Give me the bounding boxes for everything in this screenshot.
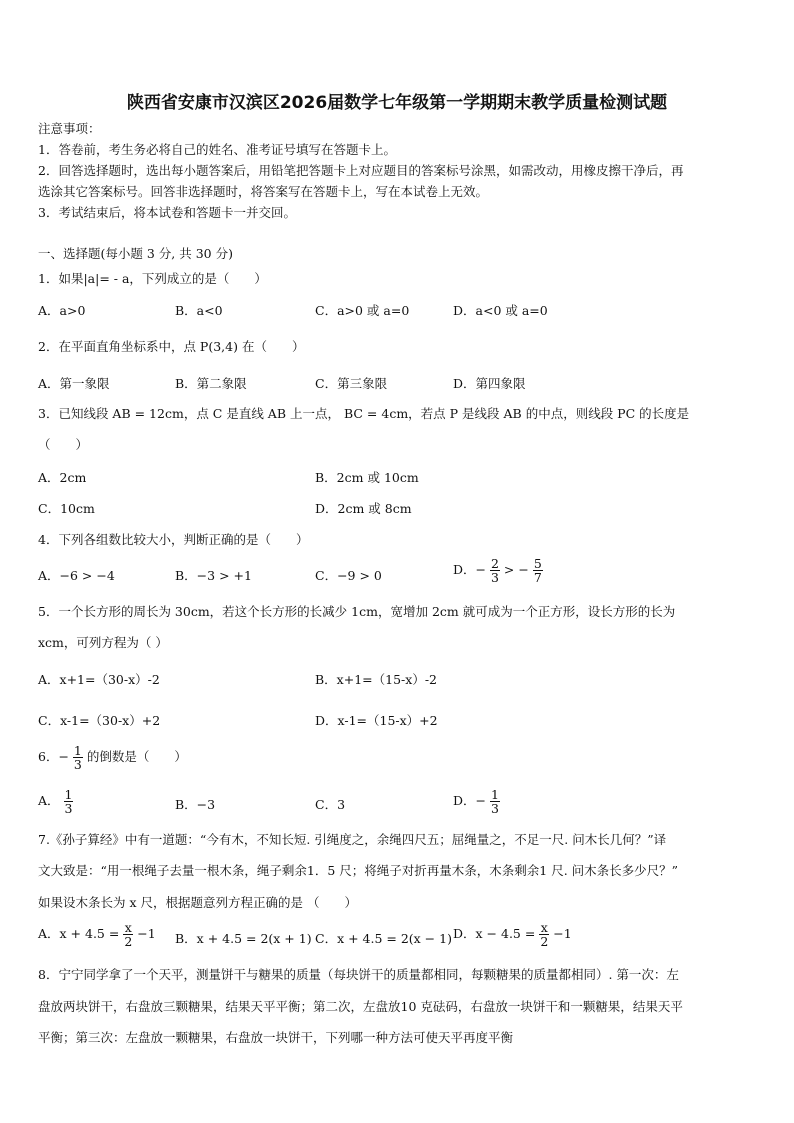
option-expression: A．x + 4.5 = (38, 926, 120, 941)
question-5-option-c: C．x-1=（30-x）+2 (38, 713, 161, 728)
question-3-option-a: A．2cm (38, 470, 87, 485)
question-3-option-d: D．2cm 或 8cm (315, 501, 412, 516)
question-1-option-b: B．a<0 (175, 303, 223, 318)
question-8-text: 8．宁宁同学拿了一个天平，测量饼干与糖果的质量（每块饼干的质量都相同，每颗糖果的质量都相同）. 第一次：左 (38, 967, 679, 982)
option-suffix: −1 (137, 926, 156, 941)
question-6-option-b: B．−3 (175, 797, 216, 812)
question-1-option-a: A．a>0 (38, 303, 86, 318)
question-7-text: 文大致是：“用一根绳子去量一根木条，绳子剩余1．5 尺；将绳子对折再量木条，木条剩余1 尺. 问木条长多少尺？” (38, 863, 679, 878)
numerator: 5 (533, 556, 542, 571)
question-1-option-c: C．a>0 或 a=0 (315, 303, 410, 318)
fraction (539, 921, 549, 948)
question-7-option-c: C．x + 4.5 = 2(x − 1) (315, 931, 452, 946)
question-4-option-a: A．−6 > −4 (38, 568, 115, 583)
question-8-text: 平衡；第三次：左盘放一颗糖果，右盘放一块饼干，下列哪一种方法可使天平再度平衡 (38, 1030, 514, 1045)
page-title: 陕西省安康市汉滨区2026届数学七年级第一学期期末教学质量检测试题 (126, 93, 668, 113)
option-label: D．− (453, 793, 486, 808)
question-4-option-b: B．−3 > +1 (175, 568, 252, 583)
question-1-option-d: D．a<0 或 a=0 (453, 303, 548, 318)
fraction (73, 744, 83, 771)
fraction (533, 557, 543, 584)
denominator: 3 (490, 570, 499, 585)
section-heading: 一、选择题(每小题 3 分, 共 30 分) (38, 246, 233, 261)
question-2-option-a: A．第一象限 (38, 376, 110, 391)
fraction (490, 557, 500, 584)
question-8-text: 盘放两块饼干，右盘放三颗糖果，结果天平平衡；第二次，左盘放10 克砝码，右盘放一块饼干和一颗糖果，结果天平 (38, 999, 683, 1014)
question-1-stem: 1．如果|a|= - a，下列成立的是（ ） (38, 271, 267, 286)
numerator: x (540, 920, 548, 935)
denominator: 3 (490, 801, 499, 816)
option-label: A． (38, 793, 60, 808)
numerator: 1 (64, 787, 73, 802)
question-7-text: 如果设木条长为 x 尺，根据题意列方程正确的是 （ ） (38, 895, 357, 910)
question-7-option-d (453, 921, 572, 948)
question-2-option-c: C．第三象限 (315, 376, 388, 391)
question-6-option-d (453, 788, 500, 815)
notice-item: 选涂其它答案标号。回答非选择题时，将答案写在答题卡上，写在本试卷上无效。 (38, 184, 489, 199)
denominator: 3 (73, 757, 82, 772)
notice-heading: 注意事项： (38, 121, 101, 136)
numerator: 1 (490, 787, 499, 802)
question-6-option-a (38, 788, 73, 815)
denominator: 7 (533, 570, 542, 585)
question-6-option-c: C．3 (315, 797, 346, 812)
question-7-option-b: B．x + 4.5 = 2(x + 1) (175, 931, 312, 946)
stem-prefix: 6．− (38, 749, 69, 764)
option-suffix: −1 (553, 926, 572, 941)
question-2-stem: 2．在平面直角坐标系中，点 P(3,4) 在（ ） (38, 339, 305, 354)
stem-suffix: 的倒数是（ ） (86, 749, 187, 764)
numerator: x (124, 920, 132, 935)
notice-item: 2．回答选择题时，选出每小题答案后，用铅笔把答题卡上对应题目的答案标号涂黑，如需改动，用橡皮擦干净后，再 (38, 163, 684, 178)
notice-item: 1．答卷前，考生务必将自己的姓名、准考证号填写在答题卡上。 (38, 142, 396, 157)
fraction (490, 788, 500, 815)
denominator: 3 (64, 801, 73, 816)
question-5-option-b: B．x+1=（15-x）-2 (315, 672, 437, 687)
question-4-option-d (453, 557, 543, 584)
numerator: 1 (73, 743, 82, 758)
question-3-option-b: B．2cm 或 10cm (315, 470, 419, 485)
question-6-stem (38, 744, 187, 771)
question-3-option-c: C．10cm (38, 501, 95, 516)
question-7-option-a (38, 921, 156, 948)
question-5-stem-continued: xcm，可列方程为（ ） (38, 635, 168, 650)
option-d-prefix: D．− (453, 562, 486, 577)
option-expression: D．x − 4.5 = (453, 926, 536, 941)
question-5-option-d: D．x-1=（15-x）+2 (315, 713, 438, 728)
question-3-stem-continued: （ ） (38, 437, 89, 452)
question-5-option-a: A．x+1=（30-x）-2 (38, 672, 160, 687)
question-2-option-b: B．第二象限 (175, 376, 247, 391)
question-2-option-d: D．第四象限 (453, 376, 526, 391)
notice-item: 3．考试结束后，将本试卷和答题卡一并交回。 (38, 205, 296, 220)
question-3-stem: 3．已知线段 AB = 12cm，点 C 是直线 AB 上一点， BC = 4cm，若点 P 是线段 AB 的中点，则线段 PC 的长度是 (38, 406, 690, 421)
fraction (64, 788, 74, 815)
question-4-stem: 4．下列各组数比较大小，判断正确的是（ ） (38, 532, 309, 547)
question-7-text: 7.《孙子算经》中有一道题：“今有木，不知长短. 引绳度之，余绳四尺五；屈绳量之，不足一尺. 问木长几何？”译 (38, 832, 667, 847)
comparison: > − (503, 562, 529, 577)
denominator: 2 (540, 934, 549, 949)
question-5-stem: 5．一个长方形的周长为 30cm，若这个长方形的长减少 1cm，宽增加 2cm 就可成为一个正方形，设长方形的长为 (38, 604, 676, 619)
numerator: 2 (490, 556, 499, 571)
question-4-option-c: C．−9 > 0 (315, 568, 382, 583)
fraction (123, 921, 133, 948)
denominator: 2 (124, 934, 133, 949)
